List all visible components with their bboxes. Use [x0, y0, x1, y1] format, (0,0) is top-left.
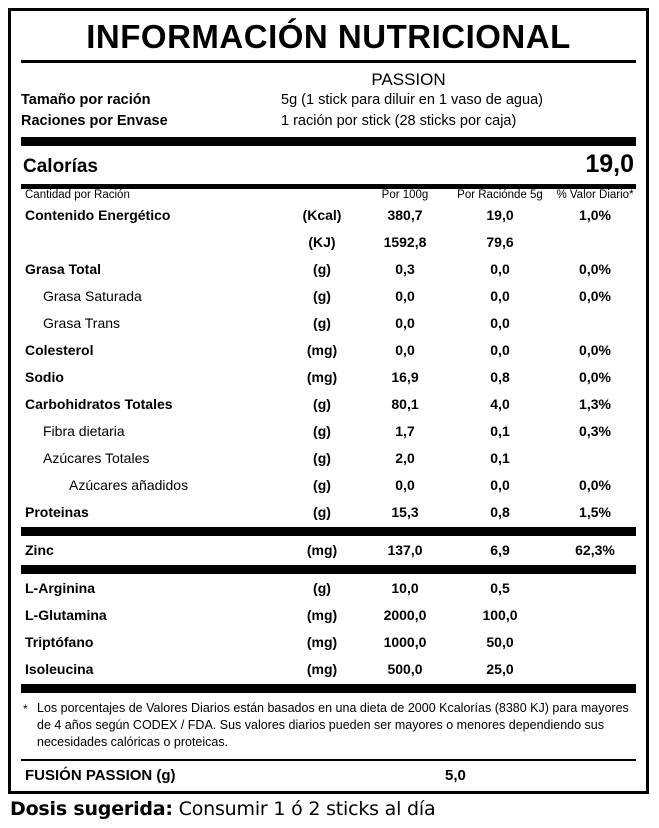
suggested-dose-label: Dosis sugerida:: [10, 798, 173, 820]
calories-label: Calorías: [23, 156, 98, 178]
row-unit: (g): [313, 449, 331, 466]
row-per-serving: 0,8: [490, 503, 510, 520]
table-row: [21, 201, 642, 228]
row-unit: (mg): [306, 606, 338, 623]
row-daily-value: [548, 628, 642, 655]
row-name: Sodio: [25, 368, 64, 385]
row-per-100g: 0,0: [395, 476, 415, 493]
calories-value: 19,0: [585, 150, 634, 179]
table-row: [21, 601, 642, 628]
row-unit: (g): [313, 422, 331, 439]
row-per-100g: 2000,0: [383, 606, 427, 623]
mineral-table: [21, 536, 642, 563]
table-row: [21, 309, 642, 336]
calories-top-bar: [21, 137, 636, 146]
table-row: [21, 336, 642, 363]
row-name: Zinc: [25, 541, 54, 558]
row-daily-value: [548, 655, 642, 682]
table-row: [21, 655, 642, 682]
row-daily-value: 0,0%: [579, 368, 611, 385]
row-daily-value: 0,0%: [579, 476, 611, 493]
row-per-100g: 0,0: [395, 287, 415, 304]
row-daily-value: 0,3%: [579, 422, 611, 439]
row-daily-value: [548, 309, 642, 336]
row-daily-value: 1,5%: [579, 503, 611, 520]
table-row: [21, 228, 642, 255]
row-unit: (g): [313, 476, 331, 493]
row-per-100g: 10,0: [391, 579, 419, 596]
nutrient-rows: [21, 201, 642, 525]
header-daily-value: % Valor Diario*: [556, 189, 634, 202]
row-per-100g: 15,3: [391, 503, 419, 520]
amino-table: [21, 574, 642, 682]
row-daily-value: 1,3%: [579, 395, 611, 412]
header-unit: [286, 189, 358, 201]
nutrition-table: [21, 189, 642, 525]
row-per-100g: 2,0: [395, 449, 415, 466]
row-daily-value: 1,0%: [579, 206, 611, 223]
row-per-100g: 80,1: [391, 395, 419, 412]
row-daily-value: [548, 228, 642, 255]
fusion-value: 5,0: [445, 766, 466, 784]
calories-row: [21, 146, 636, 184]
row-per-serving: 100,0: [482, 606, 518, 623]
row-per-100g: 380,7: [387, 206, 423, 223]
header-per-100g: Por 100g: [381, 189, 429, 202]
row-name: Grasa Saturada: [43, 287, 142, 304]
table-row: [21, 363, 642, 390]
row-per-serving: 50,0: [486, 633, 514, 650]
row-per-100g: 0,3: [395, 260, 415, 277]
row-per-100g: 500,0: [387, 660, 423, 677]
row-unit: (g): [313, 579, 331, 596]
row-unit: (Kcal): [302, 206, 342, 223]
title-divider: [21, 60, 636, 63]
row-per-100g: 0,0: [395, 341, 415, 358]
row-name: Isoleucina: [25, 660, 94, 677]
mineral-rows: [21, 536, 642, 563]
servings-per-container-row: [21, 111, 636, 132]
nutrition-facts-label: [8, 8, 649, 794]
row-per-serving: 6,9: [490, 541, 510, 558]
row-unit: (g): [313, 314, 331, 331]
row-daily-value: [548, 574, 642, 601]
row-unit: (mg): [306, 660, 338, 677]
brand-name: PASSION: [371, 70, 446, 89]
row-name: Azúcares añadidos: [69, 476, 189, 493]
row-name: Azúcares Totales: [43, 449, 150, 466]
daily-value-footnote: [21, 693, 636, 759]
row-unit: (mg): [306, 341, 338, 358]
row-name: Colesterol: [25, 341, 94, 358]
serving-size-label: Tamaño por ración: [21, 92, 151, 109]
suggested-dose: [10, 798, 435, 820]
row-name: Grasa Trans: [43, 314, 121, 331]
row-per-serving: 0,1: [490, 449, 510, 466]
row-per-100g: 137,0: [387, 541, 423, 558]
table-row: [21, 628, 642, 655]
row-unit: (mg): [306, 368, 338, 385]
row-unit: (g): [313, 287, 331, 304]
row-unit: (KJ): [308, 233, 336, 250]
row-per-serving: 25,0: [486, 660, 514, 677]
table-header-row: [21, 189, 642, 201]
row-name: [21, 228, 286, 255]
row-unit: (mg): [306, 541, 338, 558]
table-row: [21, 417, 642, 444]
row-name: Fibra dietaria: [43, 422, 125, 439]
footnote-top-bar: [21, 684, 636, 693]
row-daily-value: [548, 601, 642, 628]
servings-per-container-value: 1 ración por stick (28 sticks por caja): [281, 112, 517, 129]
footnote-asterisk: *: [23, 702, 28, 717]
row-per-serving: 0,1: [490, 422, 510, 439]
row-per-serving: 0,0: [490, 314, 510, 331]
row-per-serving: 0,8: [490, 368, 510, 385]
row-daily-value: 0,0%: [579, 260, 611, 277]
serving-size-value: 5g (1 stick para diluir en 1 vaso de agua): [281, 92, 543, 109]
servings-per-container-label: Raciones por Envase: [21, 112, 168, 129]
suggested-dose-text: Consumir 1 ó 2 sticks al día: [172, 798, 436, 820]
row-name: Carbohidratos Totales: [25, 395, 173, 412]
row-per-serving: 19,0: [486, 206, 514, 223]
row-per-100g: 1000,0: [383, 633, 427, 650]
row-per-100g: 0,0: [395, 314, 415, 331]
row-per-100g: 1592,8: [383, 233, 427, 250]
row-per-serving: 0,0: [490, 287, 510, 304]
mineral-top-bar: [21, 527, 636, 536]
row-per-serving: 0,5: [490, 579, 510, 596]
header-per-serving: Por Raciónde 5g: [457, 189, 543, 202]
row-per-serving: 0,0: [490, 476, 510, 493]
amino-acid-rows: [21, 574, 642, 682]
row-per-serving: 79,6: [486, 233, 514, 250]
row-per-serving: 0,0: [490, 341, 510, 358]
serving-info: [21, 69, 636, 135]
footnote-text: Los porcentajes de Valores Diarios están basados en una dieta de 2000 Kcalorías (8380 KJ) para mayores de 4 años según CODEX / FDA. Sus valores diarios pueden ser mayores o menores dependiendo sus necesidades calóricas o proteicas.: [37, 701, 629, 750]
row-daily-value: 62,3%: [575, 541, 615, 558]
row-daily-value: [548, 444, 642, 471]
row-unit: (g): [313, 503, 331, 520]
page-title: INFORMACIÓN NUTRICIONAL: [86, 18, 571, 55]
row-per-100g: 16,9: [391, 368, 419, 385]
row-unit: (g): [313, 260, 331, 277]
row-name: Triptófano: [25, 633, 94, 650]
amino-top-bar: [21, 565, 636, 574]
row-name: Contenido Energético: [25, 206, 171, 223]
row-name: L-Arginina: [25, 579, 95, 596]
fusion-label: FUSIÓN PASSION (g): [25, 766, 176, 784]
row-unit: (g): [313, 395, 331, 412]
row-name: Proteinas: [25, 503, 89, 520]
row-name: L-Glutamina: [25, 606, 107, 623]
row-daily-value: 0,0%: [579, 287, 611, 304]
fusion-row: [21, 761, 636, 791]
row-per-100g: 1,7: [395, 422, 415, 439]
table-row: [21, 255, 642, 282]
table-row: [21, 536, 642, 563]
table-row: [21, 390, 642, 417]
table-row: [21, 471, 642, 498]
table-row: [21, 282, 642, 309]
row-per-serving: 0,0: [490, 260, 510, 277]
serving-size-row: [21, 90, 636, 111]
row-daily-value: 0,0%: [579, 341, 611, 358]
header-amount-per-serving: Cantidad por Ración: [25, 189, 130, 202]
table-row: [21, 498, 642, 525]
row-unit: (mg): [306, 633, 338, 650]
table-row: [21, 574, 642, 601]
row-per-serving: 4,0: [490, 395, 510, 412]
row-name: Grasa Total: [25, 260, 101, 277]
table-row: [21, 444, 642, 471]
